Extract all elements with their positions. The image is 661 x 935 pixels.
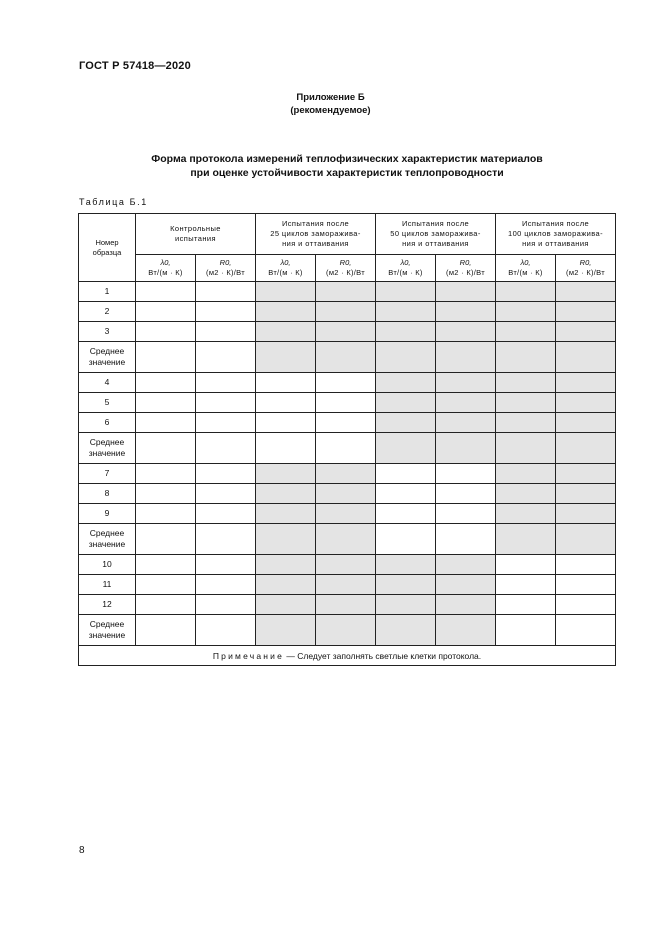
shaded-cell — [376, 282, 436, 302]
shaded-cell — [436, 595, 496, 615]
cell-text: Вт/(м · К) — [268, 268, 303, 277]
shaded-cell — [256, 504, 316, 524]
shaded-cell — [436, 575, 496, 595]
table-row — [79, 575, 616, 595]
table-row-average — [79, 433, 616, 464]
subheader-resistance — [436, 255, 496, 282]
input-cell[interactable] — [496, 555, 556, 575]
row-label — [79, 302, 136, 322]
cell-text: λ0, — [160, 258, 171, 267]
input-cell[interactable] — [556, 595, 616, 615]
table-row — [79, 504, 616, 524]
group-header-control — [136, 214, 256, 255]
row-label — [79, 504, 136, 524]
shaded-cell — [256, 302, 316, 322]
input-cell[interactable] — [556, 615, 616, 646]
cell-text: (м2 · К)/Вт — [566, 268, 605, 277]
shaded-cell — [316, 342, 376, 373]
shaded-cell — [376, 373, 436, 393]
row-label — [79, 433, 136, 464]
shaded-cell — [436, 282, 496, 302]
input-cell[interactable] — [436, 524, 496, 555]
note-label: Примечание — [212, 650, 285, 661]
shaded-cell — [256, 322, 316, 342]
input-cell[interactable] — [256, 413, 316, 433]
table-row-average — [79, 524, 616, 555]
group-header-row — [79, 214, 616, 255]
shaded-cell — [376, 393, 436, 413]
input-cell[interactable] — [196, 555, 256, 575]
subheader-row — [79, 255, 616, 282]
cell-text: Среднее — [89, 619, 125, 629]
subheader-resistance — [556, 255, 616, 282]
subheader-resistance — [316, 255, 376, 282]
shaded-cell — [316, 595, 376, 615]
cell-text: λ0, — [520, 258, 531, 267]
form-title-line-1: Форма протокола измерений теплофизических характеристик материалов — [151, 153, 543, 165]
cell-text: 1 — [104, 286, 110, 296]
input-cell[interactable] — [376, 524, 436, 555]
input-cell[interactable] — [136, 595, 196, 615]
subheader-lambda — [376, 255, 436, 282]
row-label — [79, 575, 136, 595]
cell-text: (м2 · К)/Вт — [326, 268, 365, 277]
cell-text: 50 циклов заморажива- — [390, 229, 481, 238]
input-cell[interactable] — [196, 595, 256, 615]
input-cell[interactable] — [496, 615, 556, 646]
input-cell[interactable] — [316, 433, 376, 464]
table-row — [79, 464, 616, 484]
input-cell[interactable] — [196, 322, 256, 342]
cell-text: испытания — [175, 234, 216, 243]
row-label — [79, 555, 136, 575]
input-cell[interactable] — [376, 504, 436, 524]
shaded-cell — [376, 322, 436, 342]
table-row — [79, 282, 616, 302]
shaded-cell — [556, 322, 616, 342]
note-row — [79, 646, 616, 666]
cell-text: Вт/(м · К) — [148, 268, 183, 277]
input-cell[interactable] — [436, 484, 496, 504]
cell-text: 11 — [102, 579, 112, 589]
input-cell[interactable] — [376, 484, 436, 504]
cell-text: 9 — [104, 508, 110, 518]
shaded-cell — [316, 575, 376, 595]
shaded-cell — [436, 302, 496, 322]
cell-text: значение — [88, 539, 126, 549]
input-cell[interactable] — [256, 433, 316, 464]
page-number: 8 — [79, 845, 85, 856]
shaded-cell — [496, 322, 556, 342]
input-cell[interactable] — [196, 373, 256, 393]
row-label — [79, 484, 136, 504]
row-label — [79, 615, 136, 646]
row-label — [79, 342, 136, 373]
cell-text: 12 — [102, 599, 112, 609]
shaded-cell — [256, 555, 316, 575]
input-cell[interactable] — [136, 504, 196, 524]
row-label — [79, 464, 136, 484]
shaded-cell — [376, 595, 436, 615]
input-cell[interactable] — [556, 575, 616, 595]
cell-text: Вт/(м · К) — [508, 268, 543, 277]
cell-text: 3 — [104, 326, 110, 336]
input-cell[interactable] — [136, 433, 196, 464]
input-cell[interactable] — [376, 464, 436, 484]
input-cell[interactable] — [196, 342, 256, 373]
cell-text: 8 — [104, 488, 110, 498]
appendix-status: (рекомендуемое) — [290, 105, 371, 116]
table-row — [79, 595, 616, 615]
subheader-lambda — [496, 255, 556, 282]
cell-text: 5 — [104, 397, 110, 407]
input-cell[interactable] — [196, 504, 256, 524]
table-row — [79, 393, 616, 413]
input-cell[interactable] — [196, 575, 256, 595]
input-cell[interactable] — [436, 504, 496, 524]
sample-number-header — [79, 214, 136, 282]
cell-text: 2 — [104, 306, 110, 316]
shaded-cell — [436, 373, 496, 393]
shaded-cell — [256, 575, 316, 595]
form-title-line-2: при оценке устойчивости характеристик теплопроводности — [190, 167, 504, 179]
shaded-cell — [436, 393, 496, 413]
shaded-cell — [496, 413, 556, 433]
shaded-cell — [376, 342, 436, 373]
shaded-cell — [256, 484, 316, 504]
shaded-cell — [316, 524, 376, 555]
shaded-cell — [496, 282, 556, 302]
cell-text: значение — [88, 630, 126, 640]
shaded-cell — [256, 524, 316, 555]
shaded-cell — [316, 615, 376, 646]
subheader-lambda — [136, 255, 196, 282]
shaded-cell — [436, 342, 496, 373]
input-cell[interactable] — [196, 433, 256, 464]
table-row-average — [79, 342, 616, 373]
shaded-cell — [556, 464, 616, 484]
input-cell[interactable] — [136, 524, 196, 555]
cell-text: λ0, — [400, 258, 411, 267]
input-cell[interactable] — [316, 373, 376, 393]
cell-text: Среднее — [89, 346, 125, 356]
input-cell[interactable] — [496, 575, 556, 595]
shaded-cell — [556, 504, 616, 524]
table-row — [79, 555, 616, 575]
shaded-cell — [316, 464, 376, 484]
form-title — [79, 152, 615, 180]
cell-text: 25 циклов заморажива- — [270, 229, 361, 238]
row-label — [79, 524, 136, 555]
cell-text: Среднее — [89, 528, 125, 538]
shaded-cell — [496, 464, 556, 484]
table-row-average — [79, 615, 616, 646]
shaded-cell — [496, 433, 556, 464]
input-cell[interactable] — [436, 464, 496, 484]
input-cell[interactable] — [136, 373, 196, 393]
shaded-cell — [556, 413, 616, 433]
shaded-cell — [436, 615, 496, 646]
cell-text: образца — [92, 247, 122, 257]
shaded-cell — [436, 555, 496, 575]
shaded-cell — [256, 595, 316, 615]
shaded-cell — [496, 484, 556, 504]
cell-text: 7 — [104, 468, 110, 478]
row-label — [79, 373, 136, 393]
measurement-protocol-table — [78, 213, 616, 666]
shaded-cell — [256, 282, 316, 302]
shaded-cell — [496, 373, 556, 393]
document-header: ГОСТ Р 57418—2020 — [79, 60, 191, 72]
shaded-cell — [496, 393, 556, 413]
row-label — [79, 413, 136, 433]
shaded-cell — [556, 393, 616, 413]
shaded-cell — [316, 302, 376, 322]
input-cell[interactable] — [256, 373, 316, 393]
cell-text: 100 циклов заморажива- — [508, 229, 604, 238]
appendix-title: Приложение Б — [296, 92, 365, 103]
table-row — [79, 413, 616, 433]
input-cell[interactable] — [316, 393, 376, 413]
cell-text: ния и оттаивания — [402, 239, 469, 248]
row-label — [79, 322, 136, 342]
input-cell[interactable] — [136, 282, 196, 302]
cell-text: ния и оттаивания — [282, 239, 349, 248]
input-cell[interactable] — [196, 393, 256, 413]
cell-text: 6 — [104, 417, 110, 427]
group-header-50-cycles — [376, 214, 496, 255]
input-cell[interactable] — [136, 464, 196, 484]
shaded-cell — [376, 555, 436, 575]
shaded-cell — [556, 302, 616, 322]
table-row — [79, 322, 616, 342]
input-cell[interactable] — [136, 393, 196, 413]
input-cell[interactable] — [316, 413, 376, 433]
shaded-cell — [316, 322, 376, 342]
cell-text: значение — [88, 357, 126, 367]
table-note — [79, 646, 616, 666]
shaded-cell — [316, 555, 376, 575]
subheader-lambda — [256, 255, 316, 282]
input-cell[interactable] — [256, 393, 316, 413]
row-label — [79, 282, 136, 302]
cell-text: Испытания после — [281, 219, 350, 228]
input-cell[interactable] — [136, 555, 196, 575]
cell-text: ния и оттаивания — [522, 239, 589, 248]
shaded-cell — [556, 524, 616, 555]
input-cell[interactable] — [196, 484, 256, 504]
shaded-cell — [496, 342, 556, 373]
cell-text: Среднее — [89, 437, 125, 447]
cell-text: R0, — [579, 258, 592, 267]
shaded-cell — [376, 302, 436, 322]
group-header-25-cycles — [256, 214, 376, 255]
cell-text: λ0, — [280, 258, 291, 267]
shaded-cell — [556, 433, 616, 464]
shaded-cell — [376, 575, 436, 595]
shaded-cell — [376, 413, 436, 433]
cell-text: (м2 · К)/Вт — [446, 268, 485, 277]
input-cell[interactable] — [136, 615, 196, 646]
cell-text: (м2 · К)/Вт — [206, 268, 245, 277]
shaded-cell — [556, 342, 616, 373]
input-cell[interactable] — [196, 524, 256, 555]
shaded-cell — [496, 504, 556, 524]
cell-text: R0, — [339, 258, 352, 267]
shaded-cell — [496, 302, 556, 322]
cell-text: значение — [88, 448, 126, 458]
cell-text: Испытания после — [401, 219, 470, 228]
input-cell[interactable] — [196, 282, 256, 302]
note-text: — Следует заполнять светлые клетки протокола. — [284, 650, 482, 661]
shaded-cell — [316, 484, 376, 504]
shaded-cell — [316, 282, 376, 302]
cell-text: R0, — [219, 258, 232, 267]
input-cell[interactable] — [196, 615, 256, 646]
shaded-cell — [556, 282, 616, 302]
row-label — [79, 595, 136, 615]
cell-text: 4 — [104, 377, 110, 387]
table-row — [79, 484, 616, 504]
table-row — [79, 373, 616, 393]
table-row — [79, 302, 616, 322]
table-caption: Таблица Б.1 — [79, 197, 148, 207]
group-header-100-cycles — [496, 214, 616, 255]
shaded-cell — [436, 433, 496, 464]
shaded-cell — [556, 484, 616, 504]
input-cell[interactable] — [196, 302, 256, 322]
row-label — [79, 393, 136, 413]
shaded-cell — [496, 524, 556, 555]
input-cell[interactable] — [136, 342, 196, 373]
input-cell[interactable] — [136, 413, 196, 433]
shaded-cell — [256, 615, 316, 646]
cell-text: R0, — [459, 258, 472, 267]
input-cell[interactable] — [136, 322, 196, 342]
input-cell[interactable] — [136, 575, 196, 595]
cell-text: 10 — [102, 559, 112, 569]
input-cell[interactable] — [196, 413, 256, 433]
shaded-cell — [256, 342, 316, 373]
cell-text: Вт/(м · К) — [388, 268, 423, 277]
input-cell[interactable] — [196, 464, 256, 484]
input-cell[interactable] — [136, 484, 196, 504]
shaded-cell — [376, 615, 436, 646]
subheader-resistance — [196, 255, 256, 282]
shaded-cell — [436, 322, 496, 342]
shaded-cell — [376, 433, 436, 464]
shaded-cell — [316, 504, 376, 524]
input-cell[interactable] — [496, 595, 556, 615]
cell-text: Испытания после — [521, 219, 590, 228]
cell-text: Номер — [95, 237, 119, 247]
shaded-cell — [256, 464, 316, 484]
input-cell[interactable] — [556, 555, 616, 575]
cell-text: Контрольные — [170, 224, 221, 233]
input-cell[interactable] — [136, 302, 196, 322]
shaded-cell — [436, 413, 496, 433]
shaded-cell — [556, 373, 616, 393]
